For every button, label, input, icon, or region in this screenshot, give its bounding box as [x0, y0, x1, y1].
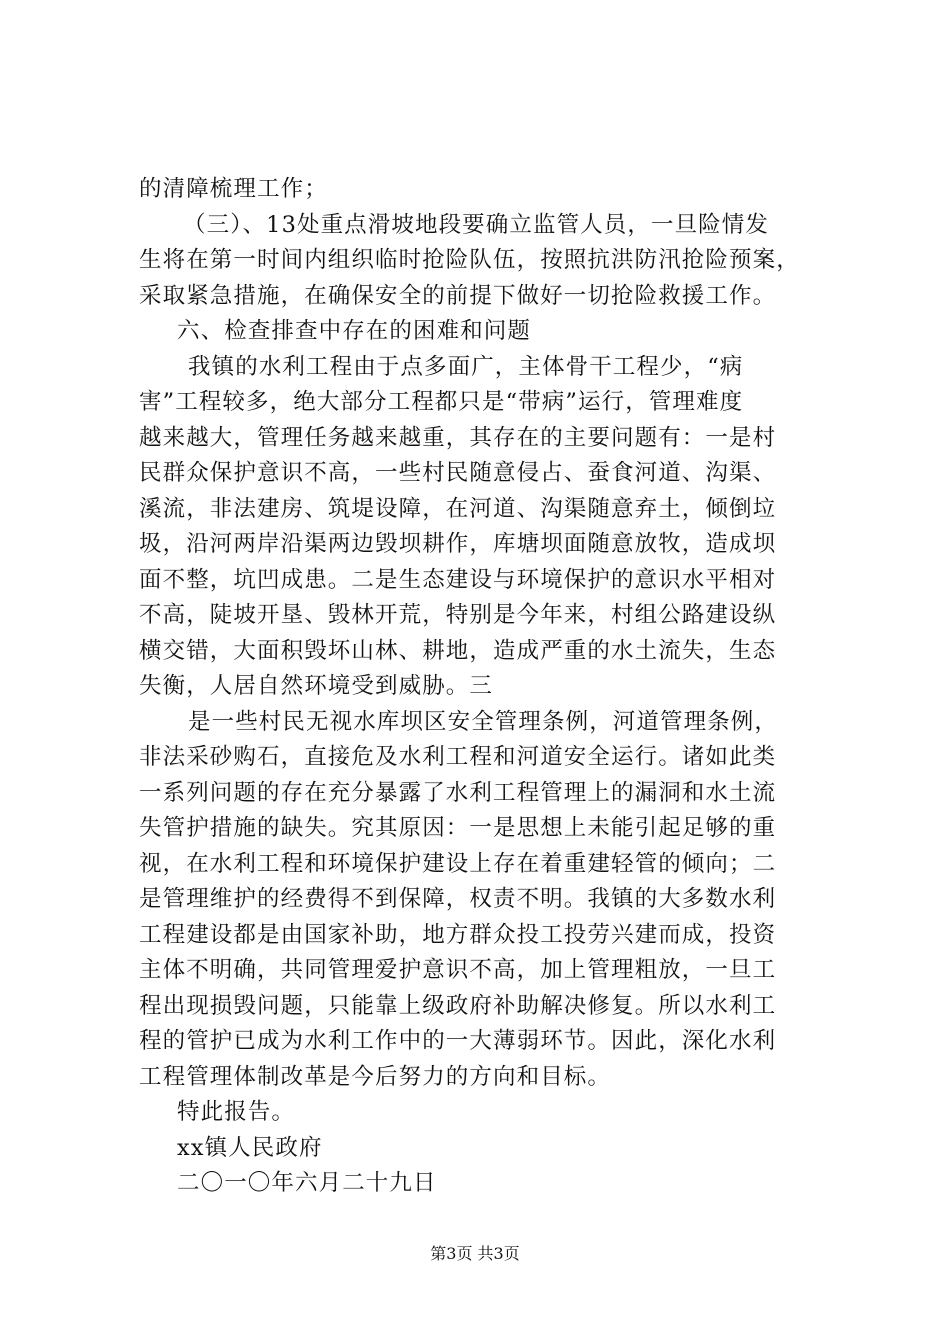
text-line: 工程建设都是由国家补助，地方群众投工投劳兴建而成，投资 — [139, 921, 777, 948]
text-line: 是管理维护的经费得不到保障，权责不明。我镇的大多数水利 — [139, 886, 777, 912]
text-line: 的清障梳理工作； — [139, 176, 328, 202]
text-line: 主体不明确，共同管理爱护意识不高，加上管理粗放，一旦工 — [139, 957, 777, 983]
closing-statement: 特此报告。 — [177, 1099, 296, 1125]
text-line: 害”工程较多，绝大部分工程都只是“带病”运行，管理难度 — [139, 389, 744, 415]
text-line: 采取紧急措施，在确保安全的前提下做好一切抢险救援工作。 — [139, 282, 777, 309]
text-line: 生将在第一时间内组织临时抢险队伍，按照抗洪防汛抢险预案， — [139, 247, 800, 273]
text-line: 是一些村民无视水库坝区安全管理条例，河道管理条例， — [188, 708, 779, 735]
text-line: 程的管护已成为水利工作中的一大薄弱环节。因此，深化水利 — [139, 1028, 777, 1054]
text-line: 失管护措施的缺失。究其原因：一是思想上未能引起足够的重 — [139, 815, 777, 841]
text-line: （三）、13处重点滑坡地段要确立监管人员，一旦险情发 — [183, 211, 769, 238]
text-line: 一系列问题的存在充分暴露了水利工程管理上的漏洞和水土流 — [139, 779, 777, 806]
text-line: 工程管理体制改革是今后努力的方向和目标。 — [139, 1063, 612, 1090]
text-line: 程出现损毁问题，只能靠上级政府补助解决修复。所以水利工 — [139, 992, 777, 1019]
text-line: 圾，沿河两岸沿渠两边毁坝耕作，库塘坝面随意放牧，造成坝 — [139, 531, 777, 557]
text-line: 溪流，非法建房、筑堤设障，在河道、沟渠随意弃土，倾倒垃 — [139, 495, 777, 522]
page-number: 第3页 共3页 — [430, 1244, 520, 1263]
text-line: 面不整，坑凹成患。二是生态建设与环境保护的意识水平相对 — [139, 566, 777, 593]
text-line: 我镇的水利工程由于点多面广，主体骨干工程少，“病 — [188, 353, 744, 380]
text-line: 横交错，大面积毁坏山林、耕地，造成严重的水土流失，生态 — [139, 637, 777, 664]
signatory: xx镇人民政府 — [177, 1134, 323, 1161]
text-line: 视，在水利工程和环境保护建设上存在着重建轻管的倾向；二 — [139, 850, 777, 877]
text-line: 失衡，人居自然环境受到威胁。三 — [139, 673, 494, 699]
document-date: 二〇一〇年六月二十九日 — [177, 1170, 437, 1196]
text-line: 越来越大，管理任务越来越重，其存在的主要问题有：一是村 — [139, 424, 777, 451]
section-heading: 六、检查排查中存在的困难和问题 — [177, 318, 532, 344]
document-body — [139, 172, 829, 1202]
text-line: 民群众保护意识不高，一些村民随意侵占、蚕食河道、沟渠、 — [139, 460, 777, 486]
text-line: 非法采砂购石，直接危及水利工程和河道安全运行。诸如此类 — [139, 744, 777, 770]
text-line: 不高，陡坡开垦、毁林开荒，特别是今年来，村组公路建设纵 — [139, 602, 777, 628]
